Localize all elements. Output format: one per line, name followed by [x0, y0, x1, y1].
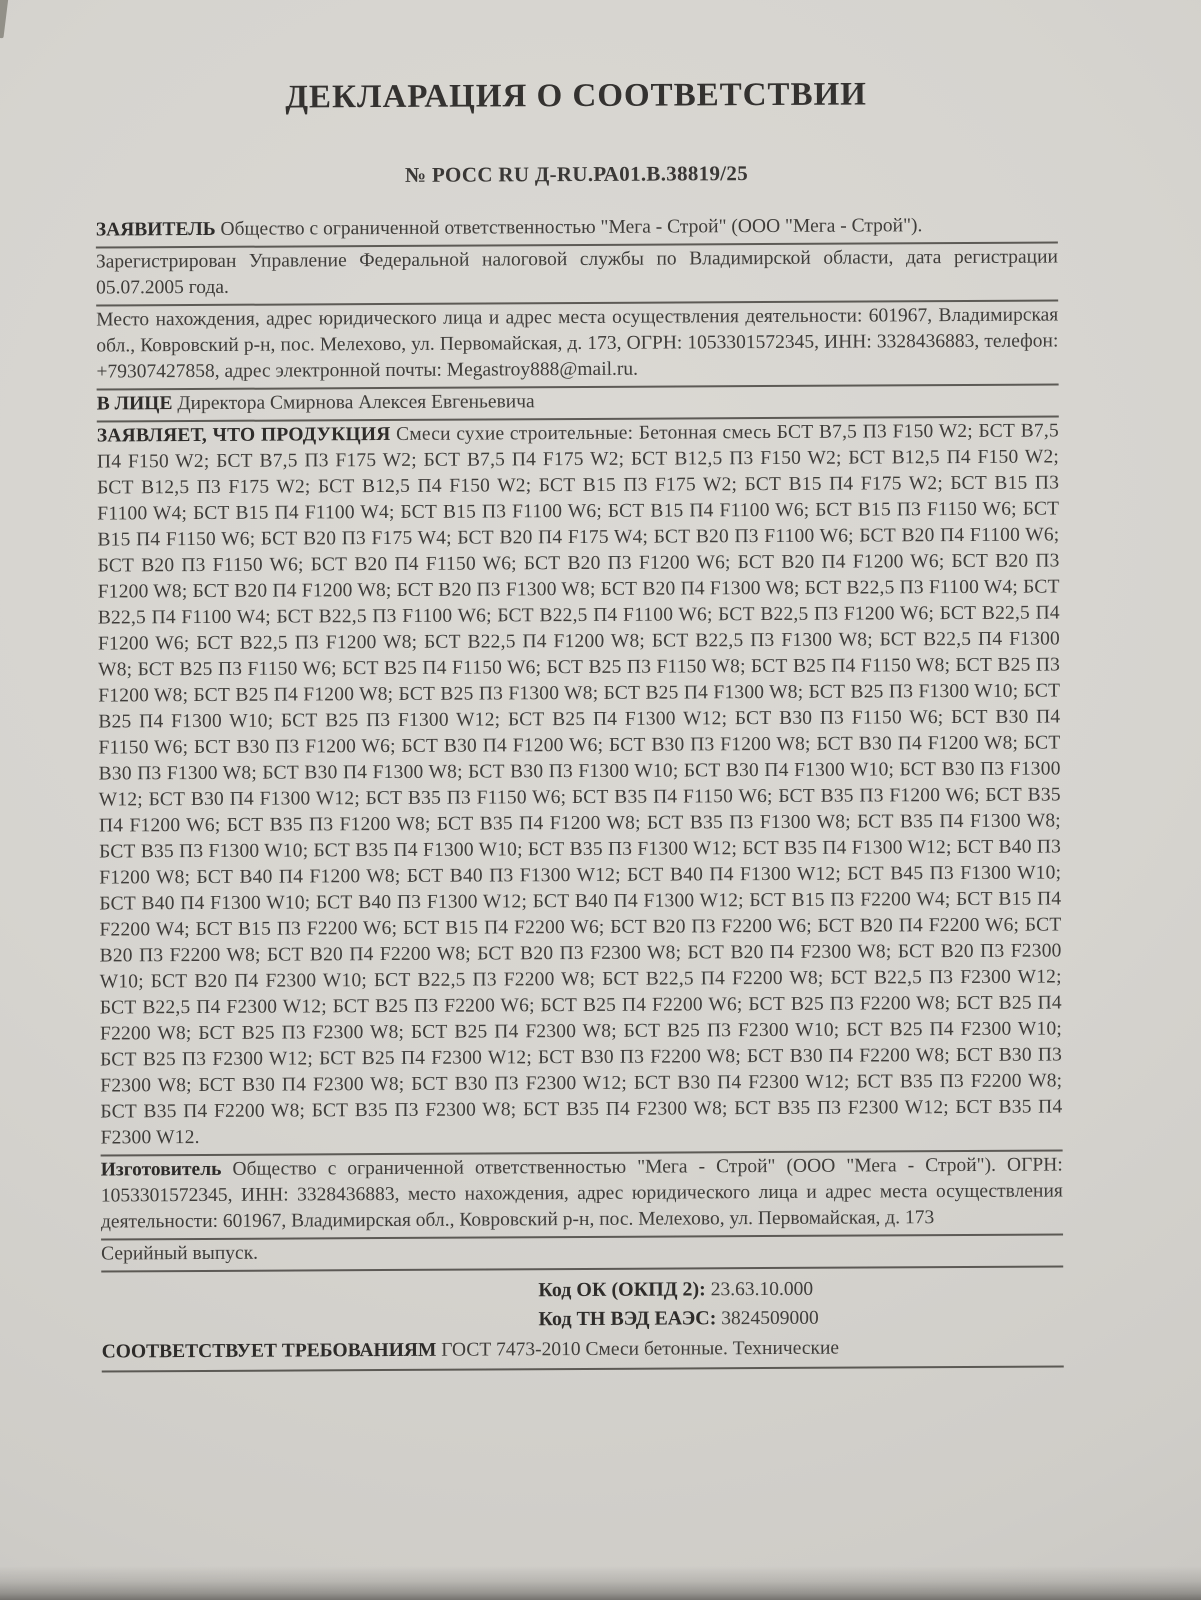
applicant-section [96, 211, 1058, 248]
compliance-text: ГОСТ 7473-2010 Смеси бетонные. Технические [441, 1337, 840, 1361]
registration-text: Зарегистрирован Управление Федеральной налоговой службы по Владимирской области, дата регистрации 05.07.2005 года. [95, 246, 1058, 299]
manufacturer-label: Изготовитель [100, 1158, 222, 1181]
okpd-code-line [538, 1273, 1063, 1305]
tnved-code-value: 3824509000 [721, 1307, 819, 1330]
address-section [96, 301, 1058, 390]
applicant-text: Общество с ограниченной ответственностью "Мега - Строй" (ООО "Мега - Строй"). [220, 215, 923, 240]
product-declaration-section [97, 417, 1063, 1156]
person-text: Директора Смирнова Алексея Евгеньевича [177, 391, 535, 415]
okpd-code-label: Код ОК (ОКПД 2): [538, 1278, 706, 1302]
registration-section [96, 243, 1058, 306]
person-label: В ЛИЦЕ [96, 393, 173, 415]
person-section [97, 385, 1059, 422]
applicant-label: ЗАЯВИТЕЛЬ [95, 218, 216, 241]
codes-section [101, 1267, 1063, 1338]
document-content [95, 75, 1064, 1372]
tnved-code-label: Код ТН ВЭД ЕАЭС: [538, 1307, 717, 1331]
declaration-number: № РОСС RU Д-RU.РА01.В.38819/25 [404, 161, 749, 187]
manufacturer-text: Общество с ограниченной ответственностью "Мега - Строй" (ООО "Мега - Строй"). ОГРН: 1053301572345, ИНН: 3328436883, место нахождения, адрес юридического лица и адрес места осуществления деятельности: 601967, Владимирская обл., Ковровский р-н, пос. Мелехово, ул. Первомайская, д. 173 [100, 1154, 1063, 1233]
document-title: ДЕКЛАРАЦИЯ О СООТВЕТСТВИИ [285, 76, 867, 116]
photo-bottom-shadow [0, 1566, 1201, 1600]
compliance-label: СООТВЕТСТВУЕТ ТРЕБОВАНИЯМ [101, 1339, 437, 1363]
manufacturer-section [101, 1151, 1063, 1240]
okpd-code-value: 23.63.10.000 [710, 1278, 814, 1301]
serial-release-text: Серийный выпуск. [101, 1242, 259, 1265]
address-text: Место нахождения, адрес юридического лица и адрес места осуществления деятельности: 601967, Владимирская обл., Ковровский р-н, пос. Мелехово, ул. Первомайская, д. 173, ОГРН: 1053301572345, ИНН: 3328436883, телефон: +79307427858, адрес электронной почты: Megastroy888@mail.ru. [96, 304, 1059, 383]
serial-release-section [101, 1235, 1063, 1272]
photo-corner-artifact [0, 0, 9, 38]
declares-label: ЗАЯВЛЯЕТ, ЧТО ПРОДУКЦИЯ [96, 423, 391, 447]
compliance-section [102, 1333, 1064, 1372]
product-list-text: Смеси сухие строительные: Бетонная смесь БСТ В7,5 П3 F150 W2; БСТ В7,5 П4 F150 W2; БСТ В7,5 П3 F175 W2; БСТ В7,5 П4 F175 W2; БСТ В12,5 П3 F150 W2; БСТ В12,5 П4 F150 W2; БСТ В12,5 П3 F175 W2; БСТ В12,5 П4 F150 W2; БСТ В15 П3 F175 W2; БСТ В15 П4 F175 W2; БСТ В15 П3 F1100 W4; БСТ В15 П4 F1100 W4; БСТ В15 П3 F1100 W6; БСТ В15 П4 F1100 W6; БСТ В15 П3 F1150 W6; БСТ В15 П4 F1150 W6; БСТ В20 П3 F175 W4; БСТ В20 П4 F175 W4; БСТ В20 П3 F1100 W6; БСТ В20 П4 F1100 W6; БСТ В20 П3 F1150 W6; БСТ В20 П4 F1150 W6; БСТ В20 П3 F1200 W6; БСТ В20 П4 F1200 W6; БСТ В20 П3 F1200 W8; БСТ В20 П4 F1200 W8; БСТ В20 П3 F1300 W8; БСТ В20 П4 F1300 W8; БСТ В22,5 П3 F1100 W4; БСТ В22,5 П4 F1100 W4; БСТ В22,5 П3 F1100 W6; БСТ В22,5 П4 F1100 W6; БСТ В22,5 П3 F1200 W6; БСТ В22,5 П4 F1200 W6; БСТ В22,5 П3 F1200 W8; БСТ В22,5 П4 F1200 W8; БСТ В22,5 П3 F1300 W8; БСТ В22,5 П4 F1300 W8; БСТ В25 П3 F1150 W6; БСТ В25 П4 F1150 W6; БСТ В25 П3 F1150 W8; БСТ В25 П4 F1150 W8; БСТ В25 П3 F1200 W8; БСТ В25 П4 F1200 W8; БСТ В25 П3 F1300 W8; БСТ В25 П4 F1300 W8; БСТ В25 П3 F1300 W10; БСТ В25 П4 F1300 W10; БСТ В25 П3 F1300 W12; БСТ В25 П4 F1300 W12; БСТ В30 П3 F1150 W6; БСТ В30 П4 F1150 W6; БСТ В30 П3 F1200 W6; БСТ В30 П4 F1200 W6; БСТ В30 П3 F1200 W8; БСТ В30 П4 F1200 W8; БСТ В30 П3 F1300 W8; БСТ В30 П4 F1300 W8; БСТ В30 П3 F1300 W10; БСТ В30 П4 F1300 W10; БСТ В30 П3 F1300 W12; БСТ В30 П4 F1300 W12; БСТ В35 П3 F1150 W6; БСТ В35 П4 F1150 W6; БСТ В35 П3 F1200 W6; БСТ В35 П4 F1200 W6; БСТ В35 П3 F1200 W8; БСТ В35 П4 F1200 W8; БСТ В35 П3 F1300 W8; БСТ В35 П4 F1300 W8; БСТ В35 П3 F1300 W10; БСТ В35 П4 F1300 W10; БСТ В35 П3 F1300 W12; БСТ В35 П4 F1300 W12; БСТ В40 П3 F1200 W8; БСТ В40 П4 F1200 W8; БСТ В40 П3 F1300 W12; БСТ В40 П4 F1300 W12; БСТ В45 П3 F1300 W10; БСТ В40 П4 F1300 W10; БСТ В40 П3 F1300 W12; БСТ В40 П4 F1300 W12; БСТ В15 П3 F2200 W4; БСТ В15 П4 F2200 W4; БСТ В15 П3 F2200 W6; БСТ В15 П4 F2200 W6; БСТ В20 П3 F2200 W6; БСТ В20 П4 F2200 W6; БСТ В20 П3 F2200 W8; БСТ В20 П4 F2200 W8; БСТ В20 П3 F2300 W8; БСТ В20 П4 F2300 W8; БСТ В20 П3 F2300 W10; БСТ В20 П4 F2300 W10; БСТ В22,5 П3 F2200 W8; БСТ В22,5 П4 F2200 W8; БСТ В22,5 П3 F2300 W12; БСТ В22,5 П4 F2300 W12; БСТ В25 П3 F2200 W6; БСТ В25 П4 F2200 W6; БСТ В25 П3 F2200 W8; БСТ В25 П4 F2200 W8; БСТ В25 П3 F2300 W8; БСТ В25 П4 F2300 W8; БСТ В25 П3 F2300 W10; БСТ В25 П4 F2300 W10; БСТ В25 П3 F2300 W12; БСТ В25 П4 F2300 W12; БСТ В30 П3 F2200 W8; БСТ В30 П4 F2200 W8; БСТ В30 П3 F2300 W8; БСТ В30 П4 F2300 W8; БСТ В30 П3 F2300 W12; БСТ В30 П4 F2300 W12; БСТ В35 П3 F2200 W8; БСТ В35 П4 F2200 W8; БСТ В35 П3 F2300 W8; БСТ В35 П4 F2300 W8; БСТ В35 П3 F2300 W12; БСТ В35 П4 F2300 W12. [96, 420, 1063, 1149]
tnved-code-line [538, 1302, 1063, 1334]
document-body [96, 211, 1064, 1372]
